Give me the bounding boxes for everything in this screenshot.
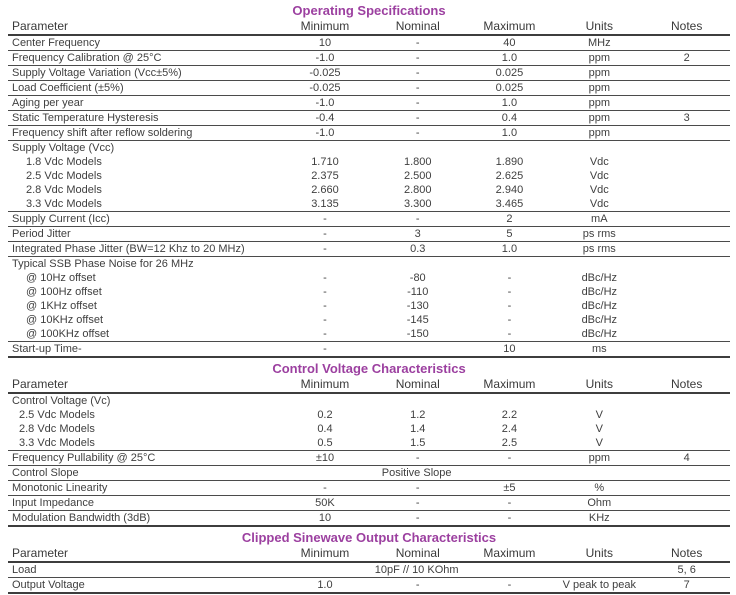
cell-nominal: - (415, 37, 420, 49)
data-row (8, 227, 730, 242)
cell-units: dBc/Hz (581, 286, 618, 298)
column-header-maximum: Maximum (483, 19, 536, 33)
group-row (8, 393, 730, 408)
data-row (8, 51, 730, 66)
cell-notes (643, 227, 730, 242)
operating-specifications-section (8, 3, 730, 358)
cell-minimum: - (278, 342, 372, 358)
cell-notes: 2 (643, 51, 730, 66)
cell-notes (643, 35, 730, 51)
cell-maximum: ±5 (464, 481, 556, 496)
column-header-notes: Notes (670, 377, 703, 391)
cell-notes (643, 155, 730, 169)
cell-notes (643, 466, 730, 481)
cell-maximum: 2.5 (501, 437, 518, 449)
cell-maximum: - (507, 328, 512, 340)
cell-parameter: Output Voltage (8, 578, 278, 594)
data-row (8, 481, 730, 496)
cell-maximum: 2.4 (501, 423, 518, 435)
cell-maximum: - (507, 286, 512, 298)
cell-maximum: - (464, 578, 556, 594)
cell-parameter: @ 1KHz offset (26, 300, 97, 312)
cell-maximum: 1.0 (464, 126, 556, 141)
cell-units: ppm (555, 51, 643, 66)
cell-maximum: 5 (464, 227, 556, 242)
cell-maximum: 1.0 (464, 242, 556, 257)
cell-notes (643, 481, 730, 496)
section-title-control-voltage: Control Voltage Characteristics (272, 361, 466, 376)
cell-maximum: 1.890 (495, 156, 524, 168)
sub-row (8, 271, 730, 285)
cell-units: Vdc (589, 156, 609, 168)
cell-notes: 3 (643, 111, 730, 126)
cell-notes: 5, 6 (677, 564, 696, 576)
cell-minimum: 50K (278, 496, 372, 511)
column-header-nominal: Nominal (395, 546, 440, 560)
cell-nominal: - (372, 51, 464, 66)
cell-parameter: 3.3 Vdc Models (19, 437, 95, 449)
cell-parameter: Period Jitter (8, 227, 278, 242)
cell-maximum: 0.025 (464, 81, 556, 96)
cell-nominal: 2.800 (403, 184, 432, 196)
column-header-units: Units (585, 19, 613, 33)
cell-minimum: - (278, 212, 372, 227)
cell-nominal: - (372, 81, 464, 96)
cell-units (555, 466, 643, 481)
column-header-parameter: Parameter (12, 546, 69, 560)
data-row (8, 111, 730, 126)
cell-parameter: Load (12, 564, 37, 576)
cell-notes (643, 436, 730, 451)
cell-parameter: Supply Current (Icc) (8, 212, 278, 227)
cell-nominal: 2.500 (403, 170, 432, 182)
column-header-units: Units (585, 546, 613, 560)
cell-parameter: Start-up Time- (8, 342, 278, 358)
cell-units: dBc/Hz (581, 272, 618, 284)
cell-minimum: 0.2 (317, 409, 333, 421)
cell-notes (643, 342, 730, 358)
cell-nominal: 0.3 (372, 242, 464, 257)
sub-row (8, 285, 730, 299)
cell-units: ppm (555, 126, 643, 141)
cell-minimum: -0.025 (278, 66, 372, 81)
cell-parameter: @ 10KHz offset (26, 314, 103, 326)
control-voltage-section (8, 361, 730, 527)
cell-nominal: - (372, 96, 464, 111)
cell-notes: 7 (643, 578, 730, 594)
control-voltage-table (8, 377, 730, 527)
cell-minimum: - (278, 227, 372, 242)
column-header-notes: Notes (670, 546, 703, 560)
cell-units: ppm (555, 66, 643, 81)
cell-units: Vdc (589, 184, 609, 196)
column-header-parameter: Parameter (12, 19, 69, 33)
cell-notes (643, 327, 730, 342)
cell-minimum: -1.0 (278, 126, 372, 141)
cell-parameter: Supply Voltage Variation (Vcc±5%) (8, 66, 278, 81)
cell-minimum: 3.135 (311, 198, 339, 210)
column-header-minimum: Minimum (300, 377, 350, 391)
cell-nominal: 1.5 (410, 437, 426, 449)
header-row (8, 377, 730, 393)
cell-nominal: 1.4 (410, 423, 426, 435)
cell-nominal: -130 (406, 300, 429, 312)
cell-span-value: Positive Slope (278, 466, 555, 481)
cell-minimum: 1.0 (278, 578, 372, 594)
cell-minimum: -1.0 (278, 51, 372, 66)
cell-maximum: - (464, 496, 556, 511)
cell-units (555, 562, 643, 578)
cell-nominal: - (372, 126, 464, 141)
cell-maximum: 3.465 (495, 198, 524, 210)
cell-units: V (595, 423, 603, 435)
cell-maximum: 2.2 (501, 409, 518, 421)
cell-units: MHz (588, 37, 611, 49)
header-row (8, 19, 730, 35)
cell-maximum: - (464, 451, 556, 466)
cell-nominal: -145 (406, 314, 429, 326)
cell-units: % (555, 481, 643, 496)
cell-nominal (372, 342, 464, 358)
cell-notes (643, 212, 730, 227)
cell-parameter: Modulation Bandwidth (3dB) (8, 511, 278, 527)
cell-notes (643, 81, 730, 96)
cell-units: dBc/Hz (581, 300, 618, 312)
cell-minimum: -1.0 (278, 96, 372, 111)
cell-units: Vdc (589, 198, 609, 210)
data-row (8, 126, 730, 141)
data-row (8, 81, 730, 96)
cell-nominal: 3 (372, 227, 464, 242)
column-header-notes: Notes (670, 19, 703, 33)
column-header-minimum: Minimum (300, 19, 350, 33)
cell-parameter: Supply Voltage (Vcc) (8, 141, 730, 156)
sub-row (8, 422, 730, 436)
sub-row (8, 299, 730, 313)
cell-minimum: 2.660 (311, 184, 339, 196)
sub-row (8, 408, 730, 422)
data-row (8, 511, 730, 527)
cell-maximum: 10 (464, 342, 556, 358)
cell-parameter: 2.5 Vdc Models (26, 170, 102, 182)
cell-nominal: - (372, 212, 464, 227)
cell-nominal: - (372, 481, 464, 496)
cell-parameter: Input Impedance (8, 496, 278, 511)
cell-units: V peak to peak (555, 578, 643, 594)
cell-units: Vdc (589, 170, 609, 182)
data-row (8, 66, 730, 81)
column-header-maximum: Maximum (483, 377, 536, 391)
cell-units: Ohm (555, 496, 643, 511)
cell-notes (643, 96, 730, 111)
cell-units: ps rms (555, 227, 643, 242)
cell-notes (643, 271, 730, 285)
header-row (8, 546, 730, 562)
cell-minimum: 0.4 (317, 423, 333, 435)
cell-nominal: -110 (407, 286, 429, 298)
cell-nominal: -80 (409, 272, 426, 284)
cell-notes (643, 285, 730, 299)
column-header-maximum: Maximum (483, 546, 536, 560)
cell-units: ppm (555, 451, 643, 466)
cell-minimum: 10 (318, 37, 332, 49)
sub-row (8, 183, 730, 197)
cell-parameter: @ 100Hz offset (26, 286, 102, 298)
cell-minimum: - (323, 300, 327, 312)
cell-parameter: Aging per year (8, 96, 278, 111)
cell-notes: 4 (643, 451, 730, 466)
cell-units: ppm (555, 96, 643, 111)
cell-maximum: 2.940 (495, 184, 524, 196)
cell-minimum: 2.375 (311, 170, 339, 182)
section-title-clipped-sinewave: Clipped Sinewave Output Characteristics (241, 530, 497, 545)
cell-units: KHz (555, 511, 643, 527)
cell-maximum: - (507, 272, 512, 284)
column-header-units: Units (585, 377, 613, 391)
cell-nominal: -150 (406, 328, 429, 340)
cell-parameter: Monotonic Linearity (8, 481, 278, 496)
cell-maximum: 0.025 (464, 66, 556, 81)
data-row (8, 451, 730, 466)
operating-specifications-table (8, 19, 730, 358)
cell-nominal: 1.800 (403, 156, 432, 168)
cell-parameter: 2.8 Vdc Models (26, 184, 102, 196)
cell-parameter: Typical SSB Phase Noise for 26 MHz (8, 257, 730, 272)
clipped-sinewave-section (8, 530, 730, 594)
cell-units: ps rms (555, 242, 643, 257)
data-row (8, 578, 730, 594)
cell-nominal: - (372, 111, 464, 126)
cell-maximum: 1.0 (464, 96, 556, 111)
cell-parameter: 2.8 Vdc Models (19, 423, 95, 435)
cell-parameter: Control Slope (8, 466, 278, 481)
cell-parameter: Frequency Pullability @ 25°C (8, 451, 278, 466)
span-row (8, 562, 730, 578)
cell-notes (643, 408, 730, 422)
cell-minimum: - (323, 314, 327, 326)
cell-parameter: 3.3 Vdc Models (26, 198, 102, 210)
cell-parameter: @ 100KHz offset (26, 328, 110, 340)
cell-nominal: - (372, 66, 464, 81)
cell-parameter: 2.5 Vdc Models (19, 409, 95, 421)
cell-maximum: - (464, 511, 556, 527)
cell-maximum: 2.625 (495, 170, 524, 182)
cell-units: ms (555, 342, 643, 358)
cell-minimum: 1.710 (311, 156, 339, 168)
group-row (8, 141, 730, 156)
sub-row (8, 327, 730, 342)
cell-notes (643, 66, 730, 81)
cell-units: V (595, 437, 603, 449)
cell-minimum: - (323, 286, 327, 298)
span-row (8, 466, 730, 481)
cell-parameter: Control Voltage (Vc) (12, 395, 111, 407)
data-row (8, 212, 730, 227)
cell-minimum: 10 (278, 511, 372, 527)
sub-row (8, 169, 730, 183)
sub-row (8, 436, 730, 451)
cell-notes (643, 313, 730, 327)
cell-nominal: - (372, 511, 464, 527)
cell-parameter: Center Frequency (12, 37, 101, 49)
cell-notes (643, 183, 730, 197)
cell-nominal: 1.2 (410, 409, 426, 421)
cell-minimum: - (278, 242, 372, 257)
cell-minimum: ±10 (278, 451, 372, 466)
cell-notes (643, 422, 730, 436)
cell-notes (643, 299, 730, 313)
cell-maximum: - (507, 300, 512, 312)
cell-parameter: Load Coefficient (±5%) (8, 81, 278, 96)
clipped-sinewave-table (8, 546, 730, 594)
column-header-nominal: Nominal (395, 377, 440, 391)
cell-notes (643, 126, 730, 141)
column-header-nominal: Nominal (395, 19, 440, 33)
cell-maximum: 1.0 (464, 51, 556, 66)
cell-minimum: 0.5 (317, 437, 333, 449)
cell-units: dBc/Hz (581, 328, 618, 340)
cell-notes (643, 242, 730, 257)
data-row (8, 496, 730, 511)
column-header-parameter: Parameter (12, 377, 69, 391)
cell-parameter: 1.8 Vdc Models (26, 156, 102, 168)
cell-maximum: - (507, 314, 512, 326)
cell-maximum: 2 (464, 212, 556, 227)
cell-minimum: - (323, 328, 327, 340)
cell-span-value: 10pF // 10 KOhm (374, 564, 459, 576)
cell-nominal: - (372, 496, 464, 511)
sub-row (8, 197, 730, 212)
cell-parameter: Frequency Calibration @ 25°C (8, 51, 278, 66)
cell-parameter: Frequency shift after reflow soldering (8, 126, 278, 141)
cell-notes (643, 169, 730, 183)
cell-parameter: Static Temperature Hysteresis (8, 111, 278, 126)
cell-parameter: @ 10Hz offset (26, 272, 96, 284)
cell-minimum: - (278, 481, 372, 496)
sub-row (8, 155, 730, 169)
cell-minimum: - (323, 272, 327, 284)
cell-minimum: -0.4 (278, 111, 372, 126)
cell-nominal: - (372, 451, 464, 466)
cell-nominal: 3.300 (403, 198, 432, 210)
group-row (8, 257, 730, 272)
cell-minimum: -0.025 (278, 81, 372, 96)
cell-units: mA (555, 212, 643, 227)
sub-row (8, 313, 730, 327)
data-row (8, 242, 730, 257)
cell-nominal: - (372, 578, 464, 594)
cell-units: ppm (555, 111, 643, 126)
cell-units: dBc/Hz (581, 314, 618, 326)
cell-units: V (595, 409, 603, 421)
cell-parameter: Integrated Phase Jitter (BW=12 Khz to 20 MHz) (8, 242, 278, 257)
cell-notes (643, 496, 730, 511)
cell-notes (643, 511, 730, 527)
data-row (8, 35, 730, 51)
cell-maximum: 40 (503, 37, 516, 49)
data-row (8, 96, 730, 111)
cell-notes (643, 197, 730, 212)
section-title-operating-specifications: Operating Specifications (292, 3, 446, 18)
data-row (8, 342, 730, 358)
cell-units: ppm (555, 81, 643, 96)
column-header-minimum: Minimum (300, 546, 350, 560)
cell-maximum: 0.4 (464, 111, 556, 126)
